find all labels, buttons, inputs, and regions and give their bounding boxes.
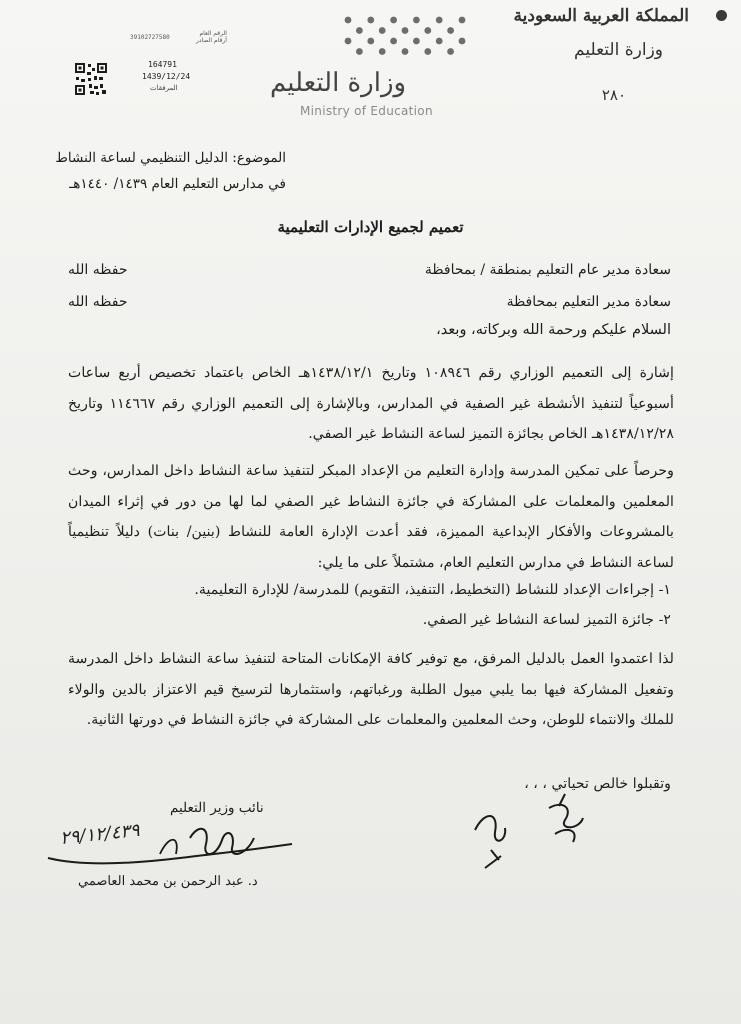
stamp-date: 1439/12/24 — [142, 72, 191, 81]
signatory-name: د. عبد الرحمن بن محمد العاصمي — [78, 874, 258, 889]
kingdom-header: المملكة العربية السعودية — [513, 6, 689, 26]
punch-hole-mark — [716, 10, 727, 21]
signatory-title: نائب وزير التعليم — [170, 800, 264, 816]
closing-line: وتقبلوا خالص تحياتي ، ، ، — [524, 776, 671, 792]
handwritten-ref-number: ٢٨٠ — [601, 86, 626, 104]
body-paragraph-3: لذا اعتمدوا العمل بالدليل المرفق، مع توفير كافة الإمكانات المتاحة لتنفيذ ساعة النشاط داخل المدرسة وتفعيل المشاركة فيها بما يلبي ميول الطلبة ورغباتهم، واستثمارها لترسيخ قيم الاعتزاز بالدين والولاء للملك والانتماء للوطن، وحث المعلمين والمعلمات على المشاركة في جائزة النشاط في دورتها الثانية. — [68, 651, 674, 728]
ministry-logo-dots-icon — [340, 14, 470, 58]
logo-english-text: Ministry of Education — [300, 104, 433, 118]
ministry-header: وزارة التعليم — [574, 40, 663, 60]
body-paragraph-2: وحرصاً على تمكين المدرسة وإدارة التعليم من الإعداد المبكر لتنفيذ ساعة النشاط داخل المدارس، وحث المعلمين والمعلمات على المشاركة في جائزة النشاط غير الصفي لما لها من دور في إثراء الميدان بالمشروعات والأفكار الإبداعية المميزة، فقد أعدت الإدارة العامة للنشاط (بنين/ بنات) دليلاً تنظيمياً لساعة النشاط في مدارس التعليم العام، مشتملاً على ما يلي: — [68, 463, 674, 571]
stamp-serial: 39102727580 — [130, 34, 170, 41]
subject-line-2: في مدارس التعليم العام ١٤٣٩/ ١٤٤٠هـ — [69, 176, 286, 192]
handwritten-date: ٢٩/١٢/٤٣٩ — [59, 819, 141, 850]
qr-code-icon — [74, 62, 108, 96]
stamp-labels — [196, 30, 227, 44]
stamp-label-1: الرقم العام — [199, 30, 227, 37]
body-paragraph-1: إشارة إلى التعميم الوزاري رقم ١٠٨٩٤٦ وتاريخ ١٤٣٨/١٢/١هـ الخاص باعتماد تخصيص أربع ساعات أسبوعياً لتنفيذ الأنشطة غير الصفية في المدارس، وبالإشارة إلى التعميم الوزاري رقم ١١٤٦٦٧ وتاريخ ١٤٣٨/١٢/٢٨هـ الخاص بجائزة التميز لساعة النشاط غير الصفي. — [68, 365, 675, 442]
blessing-2: حفظه الله — [68, 294, 128, 310]
handwritten-initials-icon — [455, 790, 595, 880]
stamp-number: 164791 — [148, 60, 177, 69]
stamp-attachments: المرفقات — [150, 84, 178, 92]
subject-line: الموضوع: الدليل التنظيمي لساعة النشاط — [55, 150, 286, 166]
addressee-1: سعادة مدير عام التعليم بمنطقة / بمحافظة — [424, 262, 671, 278]
addressee-2: سعادة مدير التعليم بمحافظة — [506, 294, 671, 310]
stamp-label-2: أرقام الصادر — [196, 37, 227, 44]
blessing-1: حفظه الله — [68, 262, 128, 278]
list-item: ٢- جائزة التميز لساعة النشاط غير الصفي. — [422, 612, 671, 628]
greeting: السلام عليكم ورحمة الله وبركاته، وبعد، — [436, 322, 671, 338]
list-item: ١- إجراءات الإعداد للنشاط (التخطيط، التنفيذ، التقويم) للمدرسة/ للإدارة التعليمية. — [194, 582, 671, 598]
logo-arabic-text: وزارة التعليم — [270, 68, 407, 98]
circular-title: تعميم لجميع الإدارات التعليمية — [277, 218, 464, 236]
